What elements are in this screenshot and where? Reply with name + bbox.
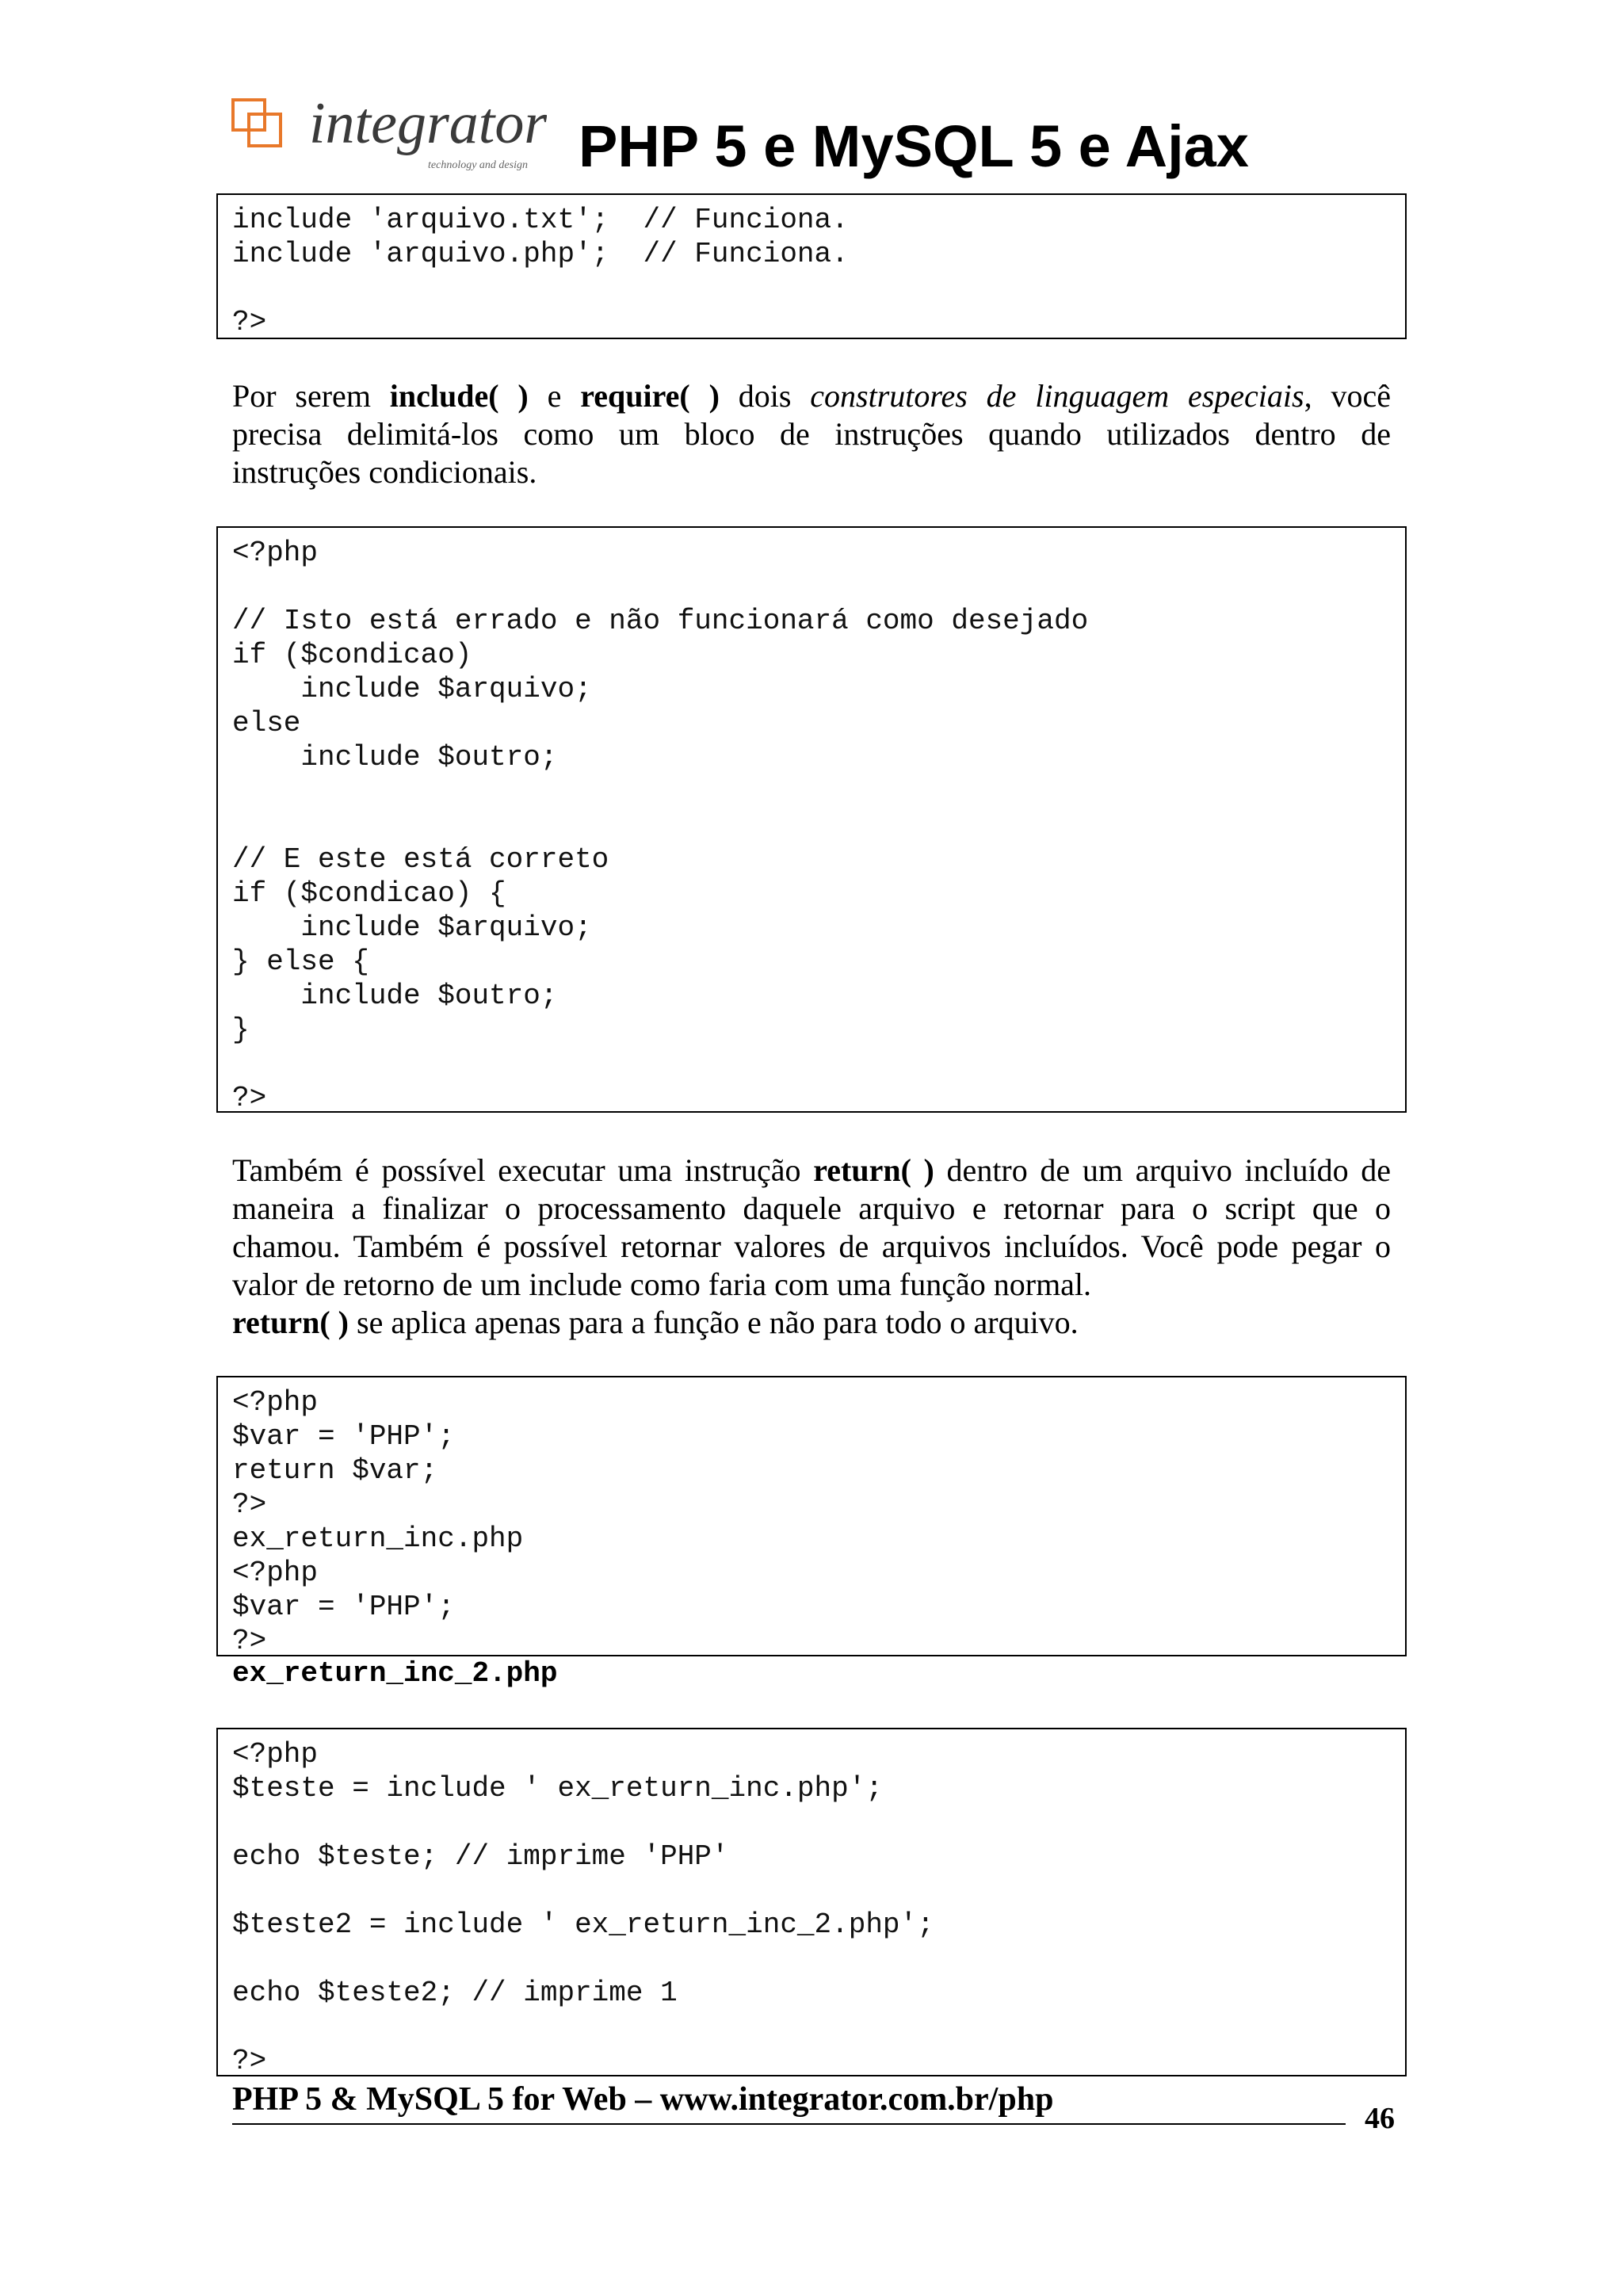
code-line: include 'arquivo.php'; // Funciona. — [232, 238, 849, 270]
code-line: if ($condicao) { — [232, 877, 506, 910]
paragraph-conditional-include — [232, 377, 1391, 491]
code-line — [232, 808, 1391, 842]
code-line: <?php — [232, 1557, 319, 1589]
code-line: ?> — [232, 306, 267, 338]
code-block-2 — [216, 526, 1407, 1113]
code-line: $teste = include ' ex_return_inc.php'; — [232, 1772, 883, 1805]
code-line — [232, 271, 1391, 305]
code-line: <?php — [232, 1738, 319, 1771]
paragraph-line: instruções condicionais. — [232, 454, 537, 490]
code-line — [232, 1874, 1391, 1908]
code-line: if ($condicao) — [232, 639, 472, 671]
paragraph-line: Por serem include( ) e require( ) dois construtores de linguagem especiais, você — [232, 378, 1391, 414]
code-line: echo $teste; // imprime 'PHP' — [232, 1840, 729, 1873]
paragraph-return — [232, 1152, 1391, 1342]
page-header-title: PHP 5 e MySQL 5 e Ajax — [579, 113, 1249, 179]
code-line: ex_return_inc.php — [232, 1522, 524, 1555]
code-line: } — [232, 1014, 250, 1046]
logo-text: integrator — [309, 94, 547, 156]
code-line: <?php — [232, 1386, 319, 1419]
code-line: // E este está correto — [232, 843, 609, 876]
code-line: $var = 'PHP'; — [232, 1591, 455, 1623]
integrator-logo — [230, 94, 547, 173]
code-line: <?php — [232, 537, 319, 569]
paragraph-line: Também é possível executar uma instrução return( ) dentro de um arquivo incluído de — [232, 1152, 1392, 1188]
code-line — [232, 1942, 1391, 1976]
code-line: else — [232, 707, 301, 739]
code-line: include $outro; — [232, 741, 558, 774]
paragraph-line: valor de retorno de um include como faria com uma função normal. — [232, 1266, 1092, 1302]
code-line: // Isto está errado e não funcionará como desejado — [232, 605, 1089, 637]
paragraph-line: maneira a finalizar o processamento daquele arquivo e retornar para o script que o — [232, 1190, 1391, 1226]
code-line — [232, 2010, 1391, 2044]
code-line: $var = 'PHP'; — [232, 1420, 455, 1453]
code-line: include $arquivo; — [232, 911, 592, 944]
code-line: include $outro; — [232, 980, 558, 1012]
logo-tagline: technology and design — [428, 159, 528, 171]
paragraph-line: chamou. Também é possível retornar valores de arquivos incluídos. Você pode pegar o — [232, 1228, 1391, 1264]
code-line: include $arquivo; — [232, 673, 592, 705]
page-number: 46 — [1365, 2102, 1395, 2135]
code-line — [232, 1047, 1391, 1081]
code-line: ?> — [232, 2045, 267, 2077]
footer-divider — [232, 2123, 1346, 2125]
page-footer-text: PHP 5 & MySQL 5 for Web – www.integrator.com.br/php — [232, 2081, 1054, 2118]
code-line: } else { — [232, 946, 369, 978]
filename-caption: ex_return_inc_2.php — [232, 1657, 558, 1690]
code-block-1 — [216, 193, 1407, 339]
code-line: echo $teste2; // imprime 1 — [232, 1977, 678, 2009]
code-line: ?> — [232, 1625, 267, 1657]
code-line — [232, 570, 1391, 604]
code-line — [232, 1805, 1391, 1839]
paragraph-line: precisa delimitá-los como um bloco de instruções quando utilizados dentro de — [232, 416, 1391, 452]
code-line — [232, 774, 1391, 808]
code-line: return $var; — [232, 1454, 438, 1487]
code-line: ?> — [232, 1082, 267, 1114]
code-block-4 — [216, 1728, 1407, 2076]
code-line: ?> — [232, 1488, 267, 1521]
paragraph-line: return( ) se aplica apenas para a função e não para todo o arquivo. — [232, 1305, 1079, 1340]
code-line: $teste2 = include ' ex_return_inc_2.php'; — [232, 1908, 934, 1941]
code-line: include 'arquivo.txt'; // Funciona. — [232, 204, 849, 236]
code-block-3 — [216, 1376, 1407, 1656]
